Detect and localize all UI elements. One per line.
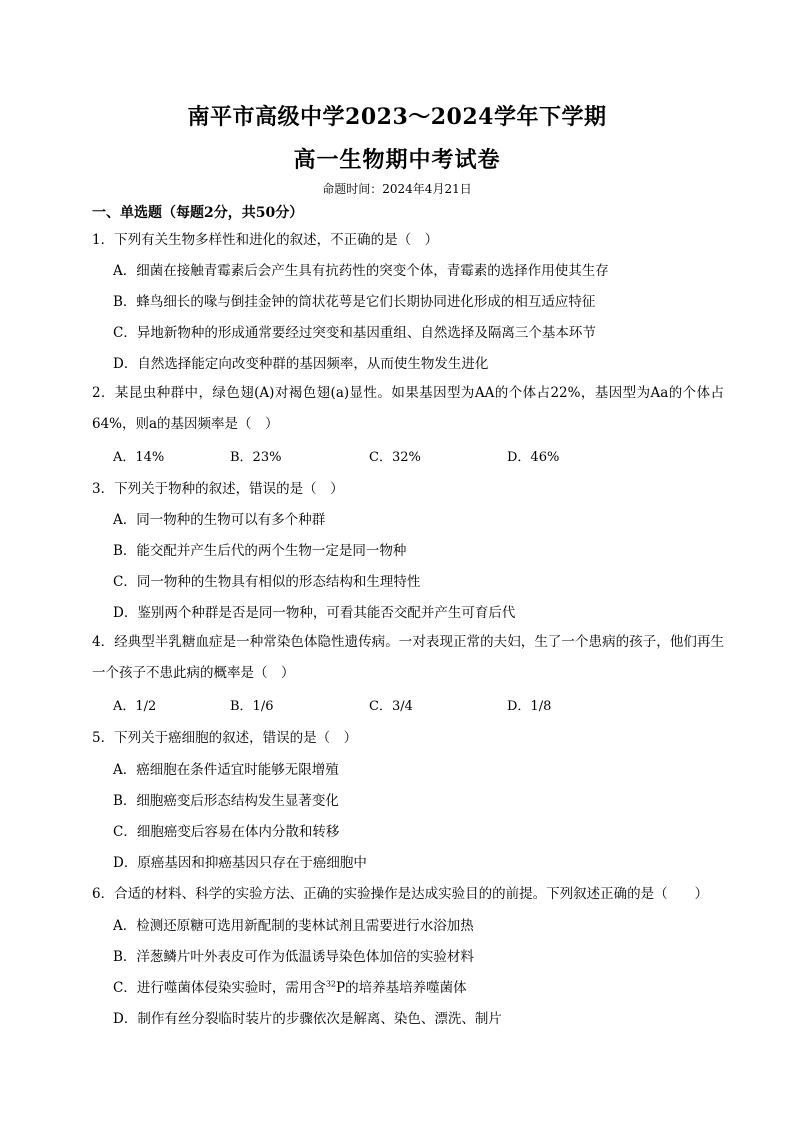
question-4-option-d: D．1/8 <box>507 699 552 714</box>
question-3-option-b: B．能交配并产生后代的两个生物一定是同一物种 <box>113 543 407 559</box>
question-5-stem: 5．下列关于癌细胞的叙述，错误的是（ ） <box>92 730 358 746</box>
question-6-option-d: D．制作有丝分裂临时装片的步骤依次是解离、染色、漂洗、制片 <box>113 1011 502 1027</box>
question-5-option-c: C．细胞癌变后容易在体内分散和转移 <box>113 824 340 840</box>
exam-subtitle: 高一生物期中考试卷 <box>293 147 501 173</box>
question-4-option-c: C．3/4 <box>369 699 413 714</box>
question-2-stem: 2．某昆虫种群中，绿色翅(A)对褐色翅(a)显性。如果基因型为AA的个体占22%，基因型为Aa的个体占64%，则a的基因频率是（ ） <box>92 385 724 432</box>
exam-date: 命题时间：2024年4月21日 <box>322 182 472 196</box>
question-4-stem: 4．经典型半乳糖血症是一种常染色体隐性遗传病。一对表现正常的夫妇，生了一个患病的孩子，他们再生一个孩子不患此病的概率是（ ） <box>92 634 724 681</box>
question-1-option-a: A．细菌在接触青霉素后会产生具有抗药性的突变个体，青霉素的选择作用使其生存 <box>113 263 609 279</box>
section-heading: 一、单选题（每题2分，共50分） <box>92 205 304 221</box>
question-5-option-b: B．细胞癌变后形态结构发生显著变化 <box>113 793 339 809</box>
question-2-option-a: A．14% <box>113 450 165 465</box>
question-2-option-c: C．32% <box>369 450 421 465</box>
isotope-mass-number: 32 <box>325 979 337 989</box>
question-1-option-d: D．自然选择能定向改变种群的基因频率，从而使生物发生进化 <box>113 356 489 372</box>
question-3-option-a: A．同一物种的生物可以有多个种群 <box>113 512 326 528</box>
question-3-option-d: D．鉴别两个种群是否是同一物种，可看其能否交配并产生可育后代 <box>113 605 516 621</box>
option-c-text-pre: C．进行噬菌体侵染实验时，需用含 <box>113 980 326 996</box>
question-4-option-b: B．1/6 <box>230 699 274 714</box>
exam-title: 南平市高级中学2023～2024学年下学期 <box>187 104 607 130</box>
question-6-stem: 6．合适的材料、科学的实验方法、正确的实验操作是达成实验目的的前提。下列叙述正确的是（ ） <box>92 886 709 902</box>
question-5-option-a: A．癌细胞在条件适宜时能够无限增殖 <box>113 762 339 778</box>
question-1-option-c: C．异地新物种的形成通常要经过突变和基因重组、自然选择及隔离三个基本环节 <box>113 325 596 341</box>
question-6-option-b: B．洋葱鳞片叶外表皮可作为低温诱导染色体加倍的实验材料 <box>113 949 474 965</box>
option-c-text-post: P的培养基培养噬菌体 <box>336 980 467 996</box>
question-6-option-c <box>113 976 467 996</box>
question-3-stem: 3．下列关于物种的叙述，错误的是（ ） <box>92 481 344 497</box>
question-2-option-d: D．46% <box>507 450 560 465</box>
question-3-option-c: C．同一物种的生物具有相似的形态结构和生理特性 <box>113 574 421 590</box>
question-5-option-d: D．原癌基因和抑癌基因只存在于癌细胞中 <box>113 855 367 871</box>
question-1-option-b: B．蜂鸟细长的喙与倒挂金钟的筒状花萼是它们长期协同进化形成的相互适应特征 <box>113 294 596 310</box>
question-1-stem: 1．下列有关生物多样性和进化的叙述，不正确的是（ ） <box>92 232 439 248</box>
question-6-option-a: A．检测还原糖可选用新配制的斐林试剂且需要进行水浴加热 <box>113 918 474 934</box>
question-4-option-a: A．1/2 <box>113 699 157 714</box>
question-2-option-b: B．23% <box>230 450 282 465</box>
